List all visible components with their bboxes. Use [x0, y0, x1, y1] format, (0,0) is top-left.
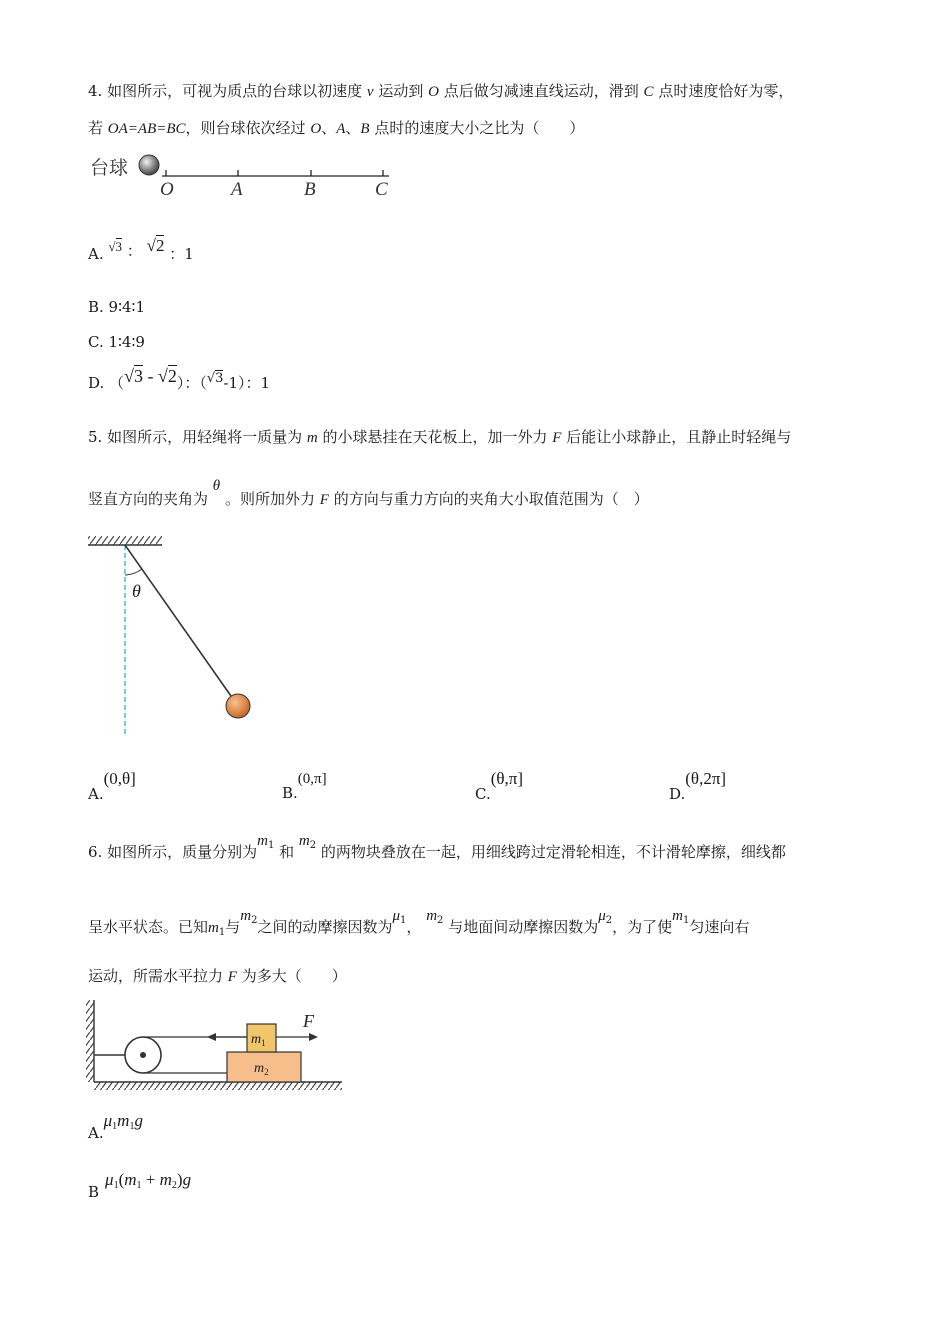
q6-option-b[interactable] [88, 1170, 192, 1201]
theta-label: θ [132, 581, 141, 601]
q4-option-c[interactable]: C. 1∶4∶9 [88, 333, 145, 351]
option-c-label: C. [475, 785, 491, 803]
q4-stem-line2: 若 OA=AB=BC，则台球依次经过 O、A、B 点时的速度大小之比为（ ） [88, 119, 585, 137]
point-b-label: B [304, 179, 316, 200]
option-a-label: A. [88, 785, 104, 803]
option-d-label: D. [88, 374, 105, 392]
block-m1-label: $m_1$ [251, 1032, 266, 1048]
q6-stem-line1: 6. 如图所示，质量分别为$m_1$ 和 $m_2$ 的两物块叠放在一起，用细线跨过定滑轮相连，不计滑轮摩擦，细线都 [88, 833, 786, 861]
q4-stem-line1: 4. 如图所示，可视为质点的台球以初速度 v 运动到 O 点后做匀减速直线运动，滑到 C 点时速度恰好为零， [88, 82, 794, 100]
option-a-value: $\mu_1m_1g$ [103, 1111, 143, 1132]
option-b-label: B [88, 1183, 100, 1201]
option-d-label: D. [669, 785, 686, 803]
q4-option-a[interactable]: A. √3 ： √2 ：1 [88, 236, 194, 263]
wall [86, 1000, 94, 1082]
q4-option-b[interactable]: B. 9∶4∶1 [88, 298, 145, 316]
block-m2-label: $m_2$ [254, 1061, 269, 1077]
q5-stem-line2: 竖直方向的夹角为 θ 。则所加外力 F 的方向与重力方向的夹角大小取值范围为（ ） [88, 478, 649, 508]
q4-option-d[interactable]: D. （√3 - √2）：（√3-1）：1 [88, 366, 271, 392]
q6-option-a[interactable] [88, 1111, 143, 1142]
point-c-label: C [375, 179, 388, 200]
q6-stem-line3: 运动，所需水平拉力 F 为多大（ ） [88, 967, 347, 985]
option-c-value: (θ,π] [490, 769, 524, 788]
option-b-label: B. [282, 784, 298, 802]
q4-ball-label: 台球 [90, 157, 129, 179]
point-o-label: O [160, 179, 174, 200]
point-a-label: A [231, 179, 243, 200]
option-a-label: A. [88, 1124, 104, 1142]
ground [94, 1082, 342, 1090]
option-d-value: (θ,2π] [685, 769, 727, 788]
option-a-value: (0,θ] [103, 769, 136, 788]
option-b-value: $\mu_1(m_1 + m_2)g$ [105, 1170, 192, 1191]
q6-stem-line2: 呈水平状态。已知$m_1$与$m_2$之间的动摩擦因数为$\mu_1$， $m_2$ 与地面间动摩擦因数为$\mu_2$，为了使$m_1$匀速向右 [88, 908, 750, 938]
q5-stem-line1: 5. 如图所示，用轻绳将一质量为 m 的小球悬挂在天花板上，加一外力 F 后能让小球静止，且静止时轻绳与 [88, 428, 792, 446]
option-a-label: A. [88, 245, 104, 263]
force-label: F [303, 1011, 314, 1031]
option-b-value: (0,π] [297, 771, 327, 787]
